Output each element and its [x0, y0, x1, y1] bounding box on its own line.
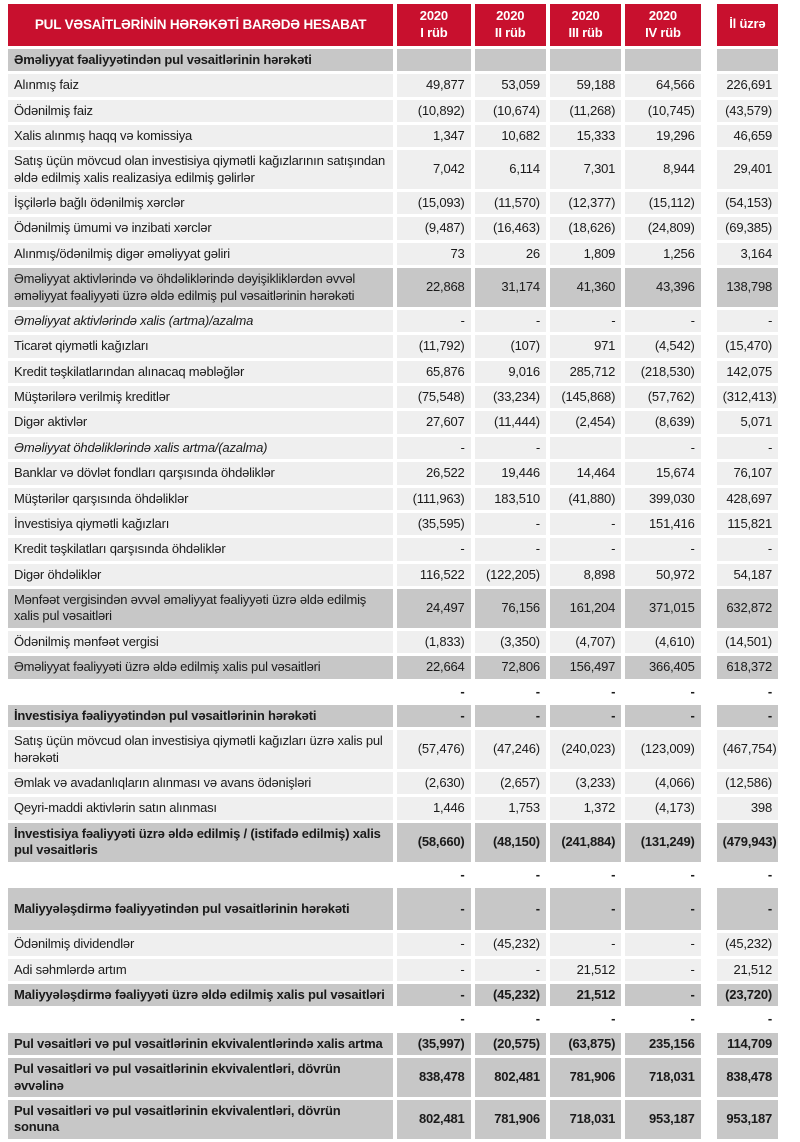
cell-value: 226,691 [705, 74, 778, 96]
table-row [8, 386, 778, 408]
table-row [8, 335, 778, 357]
cell-value: (467,754) [705, 730, 778, 769]
cell-value: - [705, 1009, 778, 1029]
table-row [8, 1100, 778, 1139]
cell-value: (35,595) [397, 513, 470, 535]
cell-value: 1,372 [550, 797, 621, 819]
cell-value: 59,188 [550, 74, 621, 96]
cell-value: (12,377) [550, 192, 621, 214]
cell-value: - [397, 888, 470, 930]
cell-value: 54,187 [705, 564, 778, 586]
cell-value: (57,762) [625, 386, 700, 408]
table-row [8, 488, 778, 510]
cell-value: - [397, 959, 470, 981]
column-period: IV rüb [645, 24, 681, 40]
column-year: 2020 [571, 8, 600, 23]
column-year: 2020 [419, 8, 448, 23]
row-label: Əməliyyat fəaliyyəti üzrə əldə edilmiş xalis pul vəsaitləri [8, 656, 393, 678]
cell-value: (10,745) [625, 100, 700, 122]
row-label [8, 682, 393, 702]
cell-value: - [625, 705, 700, 727]
row-label: Kredit təşkilatları qarşısında öhdəliklər [8, 538, 393, 560]
row-label: Alınmış faiz [8, 74, 393, 96]
cell-value: - [397, 437, 470, 459]
column-period: III rüb [568, 24, 603, 40]
cell-value: - [475, 513, 546, 535]
cell-value: 43,396 [625, 268, 700, 307]
table-row [8, 1058, 778, 1097]
cell-value: (111,963) [397, 488, 470, 510]
cell-value: 183,510 [475, 488, 546, 510]
cell-value: - [625, 959, 700, 981]
cell-value: 9,016 [475, 361, 546, 383]
cell-value: - [625, 933, 700, 955]
cell-value: (2,630) [397, 772, 470, 794]
cell-value: - [550, 310, 621, 332]
cell-value: 138,798 [705, 268, 778, 307]
cash-flow-statement-table [4, 1, 782, 1142]
cell-value: 3,164 [705, 243, 778, 265]
cell-value: (75,548) [397, 386, 470, 408]
cell-value: 76,107 [705, 462, 778, 484]
cell-value: 24,497 [397, 589, 470, 628]
cell-value: 398 [705, 797, 778, 819]
row-label: Xalis alınmış haqq və komissiya [8, 125, 393, 147]
cell-value: - [705, 888, 778, 930]
cell-value: 29,401 [705, 150, 778, 189]
row-label: Pul vəsaitləri və pul vəsaitlərinin ekvivalentləri, dövrün sonuna [8, 1100, 393, 1139]
cell-value: - [397, 538, 470, 560]
cell-value: (2,657) [475, 772, 546, 794]
cell-value: - [397, 705, 470, 727]
cell-value: 49,877 [397, 74, 470, 96]
cell-value: - [705, 865, 778, 885]
row-label: Satış üçün mövcud olan investisiya qiymətli kağızları üzrə xalis pul hərəkəti [8, 730, 393, 769]
column-year: İl üzrə [729, 16, 766, 32]
row-label: İnvestisiya qiymətli kağızları [8, 513, 393, 535]
table-row [8, 823, 778, 862]
table-row [8, 74, 778, 96]
row-label: Mənfəət vergisindən əvvəl əməliyyat fəaliyyəti üzrə əldə edilmiş xalis pul vəsaitləri [8, 589, 393, 628]
cell-value: 73 [397, 243, 470, 265]
table-row [8, 984, 778, 1006]
cell-value [625, 49, 700, 71]
cell-value: - [397, 984, 470, 1006]
table-row [8, 631, 778, 653]
cell-value: (18,626) [550, 217, 621, 239]
table-header-row [8, 4, 778, 46]
cell-value: (48,150) [475, 823, 546, 862]
cell-value: - [625, 865, 700, 885]
spacer-row [8, 682, 778, 702]
row-label [8, 865, 393, 885]
cell-value: - [475, 310, 546, 332]
table-row [8, 243, 778, 265]
cell-value: 46,659 [705, 125, 778, 147]
table-row [8, 150, 778, 189]
cell-value: - [625, 1009, 700, 1029]
cell-value: 802,481 [397, 1100, 470, 1139]
cell-value: 1,809 [550, 243, 621, 265]
cell-value [550, 49, 621, 71]
table-row [8, 933, 778, 955]
table-row [8, 730, 778, 769]
cell-value: (218,530) [625, 361, 700, 383]
spacer-row [8, 865, 778, 885]
cell-value: - [475, 705, 546, 727]
cell-value: - [705, 705, 778, 727]
row-label: Pul vəsaitləri və pul vəsaitlərinin ekvivalentləri, dövrün əvvəlinə [8, 1058, 393, 1097]
cell-value: (4,707) [550, 631, 621, 653]
cell-value: (131,249) [625, 823, 700, 862]
cell-value: 21,512 [550, 984, 621, 1006]
table-row [8, 959, 778, 981]
cell-value: (33,234) [475, 386, 546, 408]
cell-value: 371,015 [625, 589, 700, 628]
column-header-2020-q4 [625, 4, 700, 46]
cell-value: 235,156 [625, 1033, 700, 1055]
cell-value: - [397, 1009, 470, 1029]
cell-value: 114,709 [705, 1033, 778, 1055]
cell-value: (54,153) [705, 192, 778, 214]
row-label: Müştərilər qarşısında öhdəliklər [8, 488, 393, 510]
cell-value: (10,674) [475, 100, 546, 122]
cell-value: 7,301 [550, 150, 621, 189]
cell-value: - [397, 933, 470, 955]
cell-value: (47,246) [475, 730, 546, 769]
cell-value: (11,570) [475, 192, 546, 214]
report-page [0, 1, 800, 1142]
column-header-2020-q1 [397, 4, 470, 46]
cell-value: 8,898 [550, 564, 621, 586]
cell-value: (11,268) [550, 100, 621, 122]
cell-value: 1,753 [475, 797, 546, 819]
cell-value: - [475, 959, 546, 981]
table-row [8, 437, 778, 459]
cell-value: (69,385) [705, 217, 778, 239]
cell-value: 838,478 [705, 1058, 778, 1097]
cell-value: - [475, 538, 546, 560]
cell-value: (15,470) [705, 335, 778, 357]
cell-value: 10,682 [475, 125, 546, 147]
cell-value: (15,093) [397, 192, 470, 214]
cell-value: 50,972 [625, 564, 700, 586]
cell-value: 428,697 [705, 488, 778, 510]
cell-value: - [705, 682, 778, 702]
cell-value: (241,884) [550, 823, 621, 862]
table-row [8, 513, 778, 535]
cell-value: (4,066) [625, 772, 700, 794]
cell-value: 64,566 [625, 74, 700, 96]
cell-value: - [550, 705, 621, 727]
cell-value: 781,906 [550, 1058, 621, 1097]
cell-value: (11,792) [397, 335, 470, 357]
cell-value: (20,575) [475, 1033, 546, 1055]
cell-value: (2,454) [550, 411, 621, 433]
column-period: II rüb [494, 24, 526, 40]
cell-value: 116,522 [397, 564, 470, 586]
cell-value: (3,233) [550, 772, 621, 794]
row-label: Kredit təşkilatlarından alınacaq məbləğlər [8, 361, 393, 383]
cell-value: (1,833) [397, 631, 470, 653]
row-label: Maliyyələşdirmə fəaliyyətindən pul vəsaitlərinin hərəkəti [8, 888, 393, 930]
cell-value: (4,610) [625, 631, 700, 653]
row-label: İnvestisiya fəaliyyəti üzrə əldə edilmiş / (istifadə edilmiş) xalis pul vəsaitləris [8, 823, 393, 862]
cell-value: 618,372 [705, 656, 778, 678]
cell-value: 41,360 [550, 268, 621, 307]
cell-value: 26 [475, 243, 546, 265]
table-row [8, 361, 778, 383]
cell-value: - [550, 538, 621, 560]
cell-value: - [397, 865, 470, 885]
cell-value: - [475, 1009, 546, 1029]
cell-value: 14,464 [550, 462, 621, 484]
cell-value: 285,712 [550, 361, 621, 383]
cell-value: 5,071 [705, 411, 778, 433]
row-label: Maliyyələşdirmə fəaliyyəti üzrə əldə edilmiş xalis pul vəsaitləri [8, 984, 393, 1006]
cell-value: 6,114 [475, 150, 546, 189]
cell-value: (312,413) [705, 386, 778, 408]
section-header-row [8, 888, 778, 930]
cell-value: 161,204 [550, 589, 621, 628]
column-header-2020-q3 [550, 4, 621, 46]
row-label: Alınmış/ödənilmiş digər əməliyyat gəliri [8, 243, 393, 265]
cell-value: 156,497 [550, 656, 621, 678]
table-row [8, 125, 778, 147]
cell-value: 7,042 [397, 150, 470, 189]
cell-value: (35,997) [397, 1033, 470, 1055]
cell-value: (24,809) [625, 217, 700, 239]
cell-value: - [475, 888, 546, 930]
cell-value: - [397, 310, 470, 332]
cell-value: 151,416 [625, 513, 700, 535]
cell-value: (123,009) [625, 730, 700, 769]
row-label: Ticarət qiymətli kağızları [8, 335, 393, 357]
cell-value: 21,512 [550, 959, 621, 981]
cell-value: 802,481 [475, 1058, 546, 1097]
table-row [8, 538, 778, 560]
cell-value: 718,031 [550, 1100, 621, 1139]
cell-value: 22,664 [397, 656, 470, 678]
cell-value: (23,720) [705, 984, 778, 1006]
section-header-row [8, 705, 778, 727]
cell-value: - [550, 682, 621, 702]
row-label: İşçilərlə bağlı ödənilmiş xərclər [8, 192, 393, 214]
row-label: Müştərilərə verilmiş kreditlər [8, 386, 393, 408]
table-row [8, 310, 778, 332]
row-label: Digər öhdəliklər [8, 564, 393, 586]
row-label: Əməliyyat aktivlərində və öhdəliklərində dəyişikliklərdən əvvəl əməliyyat fəaliyyəti üzrə əldə edilmiş pul vəsaitlərinin hərəkəti [8, 268, 393, 307]
cell-value: - [550, 888, 621, 930]
cell-value: 971 [550, 335, 621, 357]
cell-value: (107) [475, 335, 546, 357]
row-label: Ödənilmiş dividendlər [8, 933, 393, 955]
cell-value: (57,476) [397, 730, 470, 769]
table-row [8, 411, 778, 433]
cell-value: - [550, 865, 621, 885]
cell-value: (3,350) [475, 631, 546, 653]
cell-value: (145,868) [550, 386, 621, 408]
cell-value: (43,579) [705, 100, 778, 122]
cell-value: (15,112) [625, 192, 700, 214]
cell-value: 72,806 [475, 656, 546, 678]
cell-value: 142,075 [705, 361, 778, 383]
cell-value: 27,607 [397, 411, 470, 433]
table-row [8, 462, 778, 484]
row-label: Ödənilmiş mənfəət vergisi [8, 631, 393, 653]
cell-value: 1,256 [625, 243, 700, 265]
cell-value: 366,405 [625, 656, 700, 678]
cell-value: (45,232) [475, 984, 546, 1006]
table-row [8, 564, 778, 586]
cell-value: - [625, 437, 700, 459]
cell-value: (41,880) [550, 488, 621, 510]
cell-value: 8,944 [625, 150, 700, 189]
spacer-row [8, 1009, 778, 1029]
row-label: Əməliyyat fəaliyyətindən pul vəsaitlərinin hərəkəti [8, 49, 393, 71]
cell-value: (4,542) [625, 335, 700, 357]
table-row [8, 656, 778, 678]
cell-value: 31,174 [475, 268, 546, 307]
cell-value: (479,943) [705, 823, 778, 862]
table-row [8, 772, 778, 794]
cell-value: 1,446 [397, 797, 470, 819]
cell-value: - [705, 538, 778, 560]
cell-value: - [625, 888, 700, 930]
column-header-2020-q2 [475, 4, 546, 46]
row-label: Adi səhmlərdə artım [8, 959, 393, 981]
cell-value: - [625, 682, 700, 702]
cell-value: - [550, 513, 621, 535]
table-row [8, 192, 778, 214]
cell-value: 15,333 [550, 125, 621, 147]
cell-value: 76,156 [475, 589, 546, 628]
cell-value: (12,586) [705, 772, 778, 794]
cell-value: 838,478 [397, 1058, 470, 1097]
cell-value: 15,674 [625, 462, 700, 484]
row-label [8, 1009, 393, 1029]
cell-value [550, 437, 621, 459]
cell-value: (122,205) [475, 564, 546, 586]
cell-value [397, 49, 470, 71]
cell-value: 65,876 [397, 361, 470, 383]
row-label: İnvestisiya fəaliyyətindən pul vəsaitlərinin hərəkəti [8, 705, 393, 727]
cell-value: - [475, 865, 546, 885]
cell-value: - [705, 310, 778, 332]
cell-value: (14,501) [705, 631, 778, 653]
cell-value: - [705, 437, 778, 459]
column-period: I rüb [420, 24, 448, 40]
cell-value: (58,660) [397, 823, 470, 862]
cell-value: 19,446 [475, 462, 546, 484]
cell-value: 1,347 [397, 125, 470, 147]
cell-value: 22,868 [397, 268, 470, 307]
cell-value: 718,031 [625, 1058, 700, 1097]
cell-value: - [625, 310, 700, 332]
cell-value: (240,023) [550, 730, 621, 769]
cell-value: (11,444) [475, 411, 546, 433]
row-label: Ödənilmiş ümumi və inzibati xərclər [8, 217, 393, 239]
cell-value: (8,639) [625, 411, 700, 433]
table-row [8, 589, 778, 628]
cell-value: 399,030 [625, 488, 700, 510]
cell-value: - [625, 984, 700, 1006]
row-label: Banklar və dövlət fondları qarşısında öhdəliklər [8, 462, 393, 484]
row-label: Əməliyyat aktivlərində xalis (artma)/azalma [8, 310, 393, 332]
row-label: Əmlak və avadanlıqların alınması və avans ödənişləri [8, 772, 393, 794]
cell-value: 953,187 [705, 1100, 778, 1139]
cell-value: 19,296 [625, 125, 700, 147]
cell-value: (45,232) [475, 933, 546, 955]
cell-value: - [475, 682, 546, 702]
row-label: Digər aktivlər [8, 411, 393, 433]
section-header-row [8, 49, 778, 71]
table-row [8, 268, 778, 307]
cell-value: - [625, 538, 700, 560]
cell-value: - [475, 437, 546, 459]
cell-value: (9,487) [397, 217, 470, 239]
cell-value: 26,522 [397, 462, 470, 484]
table-row [8, 217, 778, 239]
report-title: PUL VƏSAİTLƏRİNİN HƏRƏKƏTİ BARƏDƏ HESABAT [8, 4, 393, 46]
cell-value: (16,463) [475, 217, 546, 239]
cell-value: (4,173) [625, 797, 700, 819]
cell-value: 21,512 [705, 959, 778, 981]
row-label: Qeyri-maddi aktivlərin satın alınması [8, 797, 393, 819]
cell-value: (45,232) [705, 933, 778, 955]
cell-value: 953,187 [625, 1100, 700, 1139]
cell-value: - [397, 682, 470, 702]
cell-value [475, 49, 546, 71]
row-label: Pul vəsaitləri və pul vəsaitlərinin ekvivalentlərində xalis artma [8, 1033, 393, 1055]
cell-value [705, 49, 778, 71]
table-row [8, 1033, 778, 1055]
column-year: 2020 [648, 8, 677, 23]
cell-value: (10,892) [397, 100, 470, 122]
cell-value: 53,059 [475, 74, 546, 96]
row-label: Satış üçün mövcud olan investisiya qiymətli kağızlarının satışından əldə edilmiş xalis realizasiya edilmiş gəlirlər [8, 150, 393, 189]
row-label: Ödənilmiş faiz [8, 100, 393, 122]
cell-value: - [550, 1009, 621, 1029]
table-row [8, 100, 778, 122]
cell-value: (63,875) [550, 1033, 621, 1055]
cell-value: 632,872 [705, 589, 778, 628]
row-label: Əməliyyat öhdəliklərində xalis artma/(azalma) [8, 437, 393, 459]
cell-value: - [550, 933, 621, 955]
cell-value: 115,821 [705, 513, 778, 535]
cell-value: 781,906 [475, 1100, 546, 1139]
column-year: 2020 [496, 8, 525, 23]
column-header-full-year [705, 4, 778, 46]
table-row [8, 797, 778, 819]
